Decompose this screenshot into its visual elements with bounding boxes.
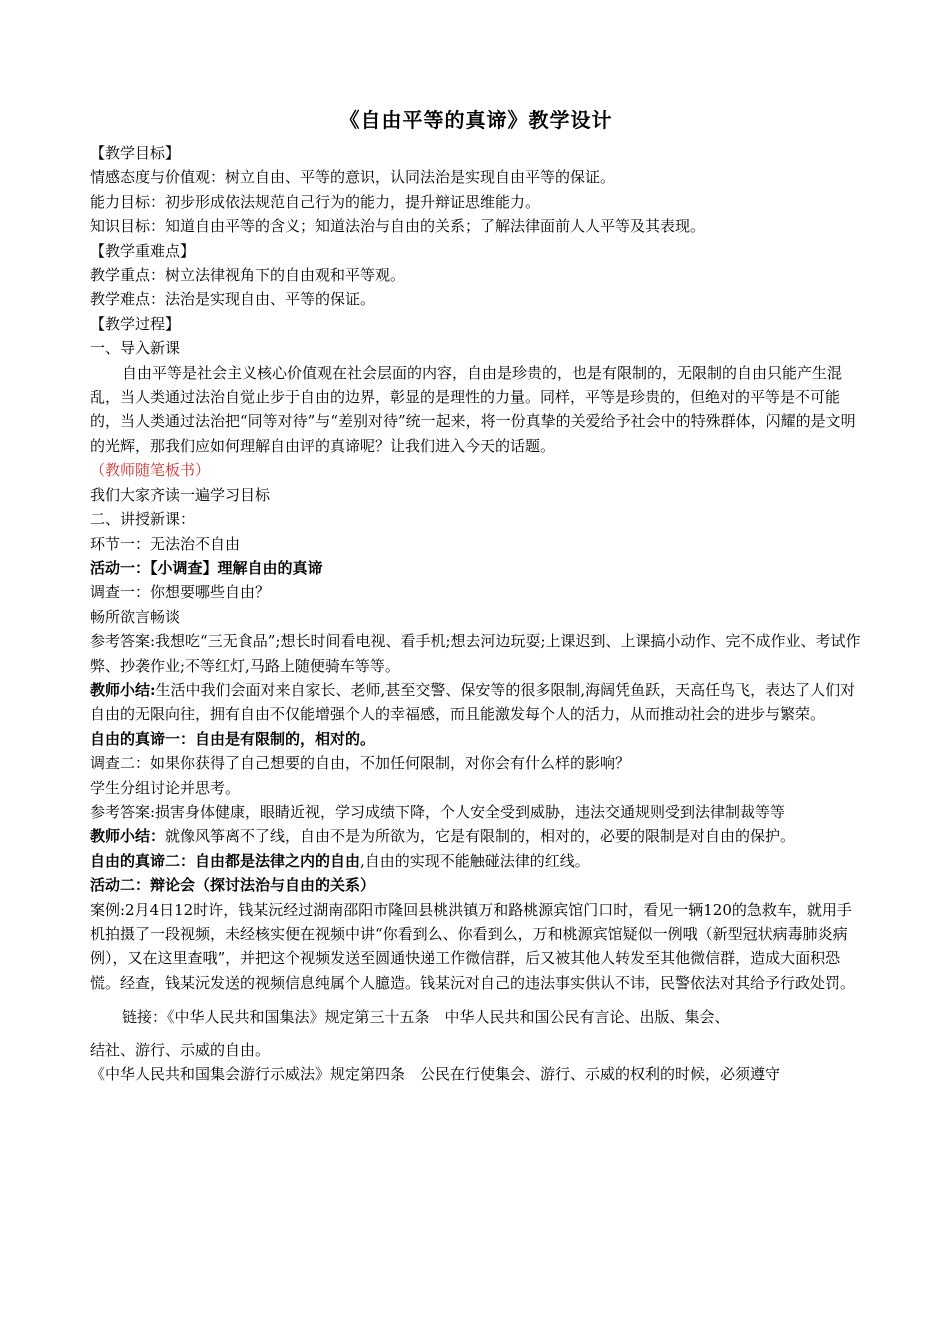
paragraph: 调查二：如果你获得了自己想要的自由，不加任何限制，对你会有什么样的影响？ xyxy=(90,754,631,773)
summary-label: 教师小结: xyxy=(90,680,156,699)
paragraph: 环节一：无法治不自由 xyxy=(90,534,241,553)
paragraph: 自由平等是社会主义核心价值观在社会层面的内容，自由是珍贵的，也是有限制的，无限制的自由只能产生混乱，当人类通过法治自觉止步于自由的边界，彰显的是理性的力量。同样，平等是珍贵的，但绝对的平等是不可能的，当人类通过法治把“同等对待”与“差别对待”统一起来，将一份真挚的关爱给予社会中的特殊群体，闪耀的是文明的光辉，那我们应如何理解自由评的真谛呢？让我们进入今天的话题。 xyxy=(90,363,856,455)
paragraph: 参考答案:损害身体健康，眼睛近视，学习成绩下降，个人安全受到威胁，违法交通规则受到法律制裁等等 xyxy=(90,802,786,821)
paragraph: 调查一：你想要哪些自由？ xyxy=(90,583,271,602)
paragraph xyxy=(90,849,862,873)
truth-statement: 自由的真谛二：自由都是法律之内的自由 xyxy=(90,851,361,870)
summary-label: 教师小结： xyxy=(90,827,166,846)
activity-heading: 活动一：【小调查】理解自由的真谛 xyxy=(90,558,323,577)
section-heading: 【教学重难点】 xyxy=(90,241,196,260)
paragraph: 我们大家齐读一遍学习目标 xyxy=(90,485,271,504)
paragraph xyxy=(90,824,862,848)
summary-text: 就像风筝离不了线，自由不是为所欲为，它是有限制的，相对的，必要的限制是对自由的保护。 xyxy=(165,827,796,846)
paragraph: 畅所欲言畅谈 xyxy=(90,607,181,626)
paragraph xyxy=(90,678,862,727)
truth-note: ,自由的实现不能触碰法律的红线。 xyxy=(360,851,590,870)
paragraph: 二、讲授新课： xyxy=(90,510,196,529)
paragraph: 参考答案:我想吃“三无食品”;想长时间看电视、看手机;想去河边玩耍;上课迟到、上课搞小动作、完不成作业、考试作弊、抄袭作业;不等红灯,马路上随便骑车等等。 xyxy=(90,632,861,675)
paragraph: 知识目标：知道自由平等的含义；知道法治与自由的关系；了解法律面前人人平等及其表现。 xyxy=(90,217,706,236)
paragraph: 教学难点：法治是实现自由、平等的保证。 xyxy=(90,290,376,309)
link-paragraph: 链接：《中华人民共和国集法》规定第三十五条 中华人民共和国公民有言论、出版、集会、 xyxy=(122,1008,730,1027)
document-body xyxy=(90,141,862,1086)
section-heading: 【教学过程】 xyxy=(90,314,181,333)
paragraph: 能力目标：初步形成依法规范自己行为的能力，提升辩证思维能力。 xyxy=(90,192,541,211)
section-heading: 【教学目标】 xyxy=(90,144,181,162)
summary-text: 生活中我们会面对来自家长、老师,甚至交警、保安等的很多限制,海阔凭鱼跃，天高任鸟飞，表达了人们对自由的无限向往，拥有自由不仅能增强个人的幸福感，而且能激发每个人的活力，从而推动社会的进步与繁荣。 xyxy=(90,680,856,724)
case-paragraph: 案例:2月4日12时许，钱某沅经过湖南邵阳市隆回县桃洪镇万和路桃源宾馆门口时，看见一辆120的急救车，就用手机拍摄了一段视频，未经核实便在视频中讲“你看到么、你看到么，万和桃源宾馆疑似一例哦（新型冠状病毒肺炎病例），又在这里查哦”，并把这个视频发送至圆通快递工作微信群，后又被其他人转发至其他微信群，造成大面积恐慌。经查，钱某沅发送的视频信息纯属个人臆造。钱某沅对自己的违法事实供认不讳，民警依法对其给予行政处罚。 xyxy=(90,900,856,992)
paragraph: 结社、游行、示威的自由。 xyxy=(90,1040,271,1059)
paragraph: 情感态度与价值观：树立自由、平等的意识，认同法治是实现自由平等的保证。 xyxy=(90,168,616,187)
paragraph: 学生分组讨论并思考。 xyxy=(90,778,241,797)
paragraph: 一、导入新课 xyxy=(90,339,181,358)
paragraph: 《中华人民共和国集会游行示威法》规定第四条 公民在行使集会、游行、示威的权利的时候，必须遵守 xyxy=(90,1065,781,1084)
document-title: 《自由平等的真谛》教学设计 xyxy=(339,108,613,132)
paragraph: 教学重点：树立法律视角下的自由观和平等观。 xyxy=(90,266,406,285)
activity-heading: 活动二：辩论会（探讨法治与自由的关系） xyxy=(90,876,376,895)
truth-statement: 自由的真谛一：自由是有限制的，相对的。 xyxy=(90,729,376,748)
teacher-note: （教师随笔板书） xyxy=(90,461,211,480)
